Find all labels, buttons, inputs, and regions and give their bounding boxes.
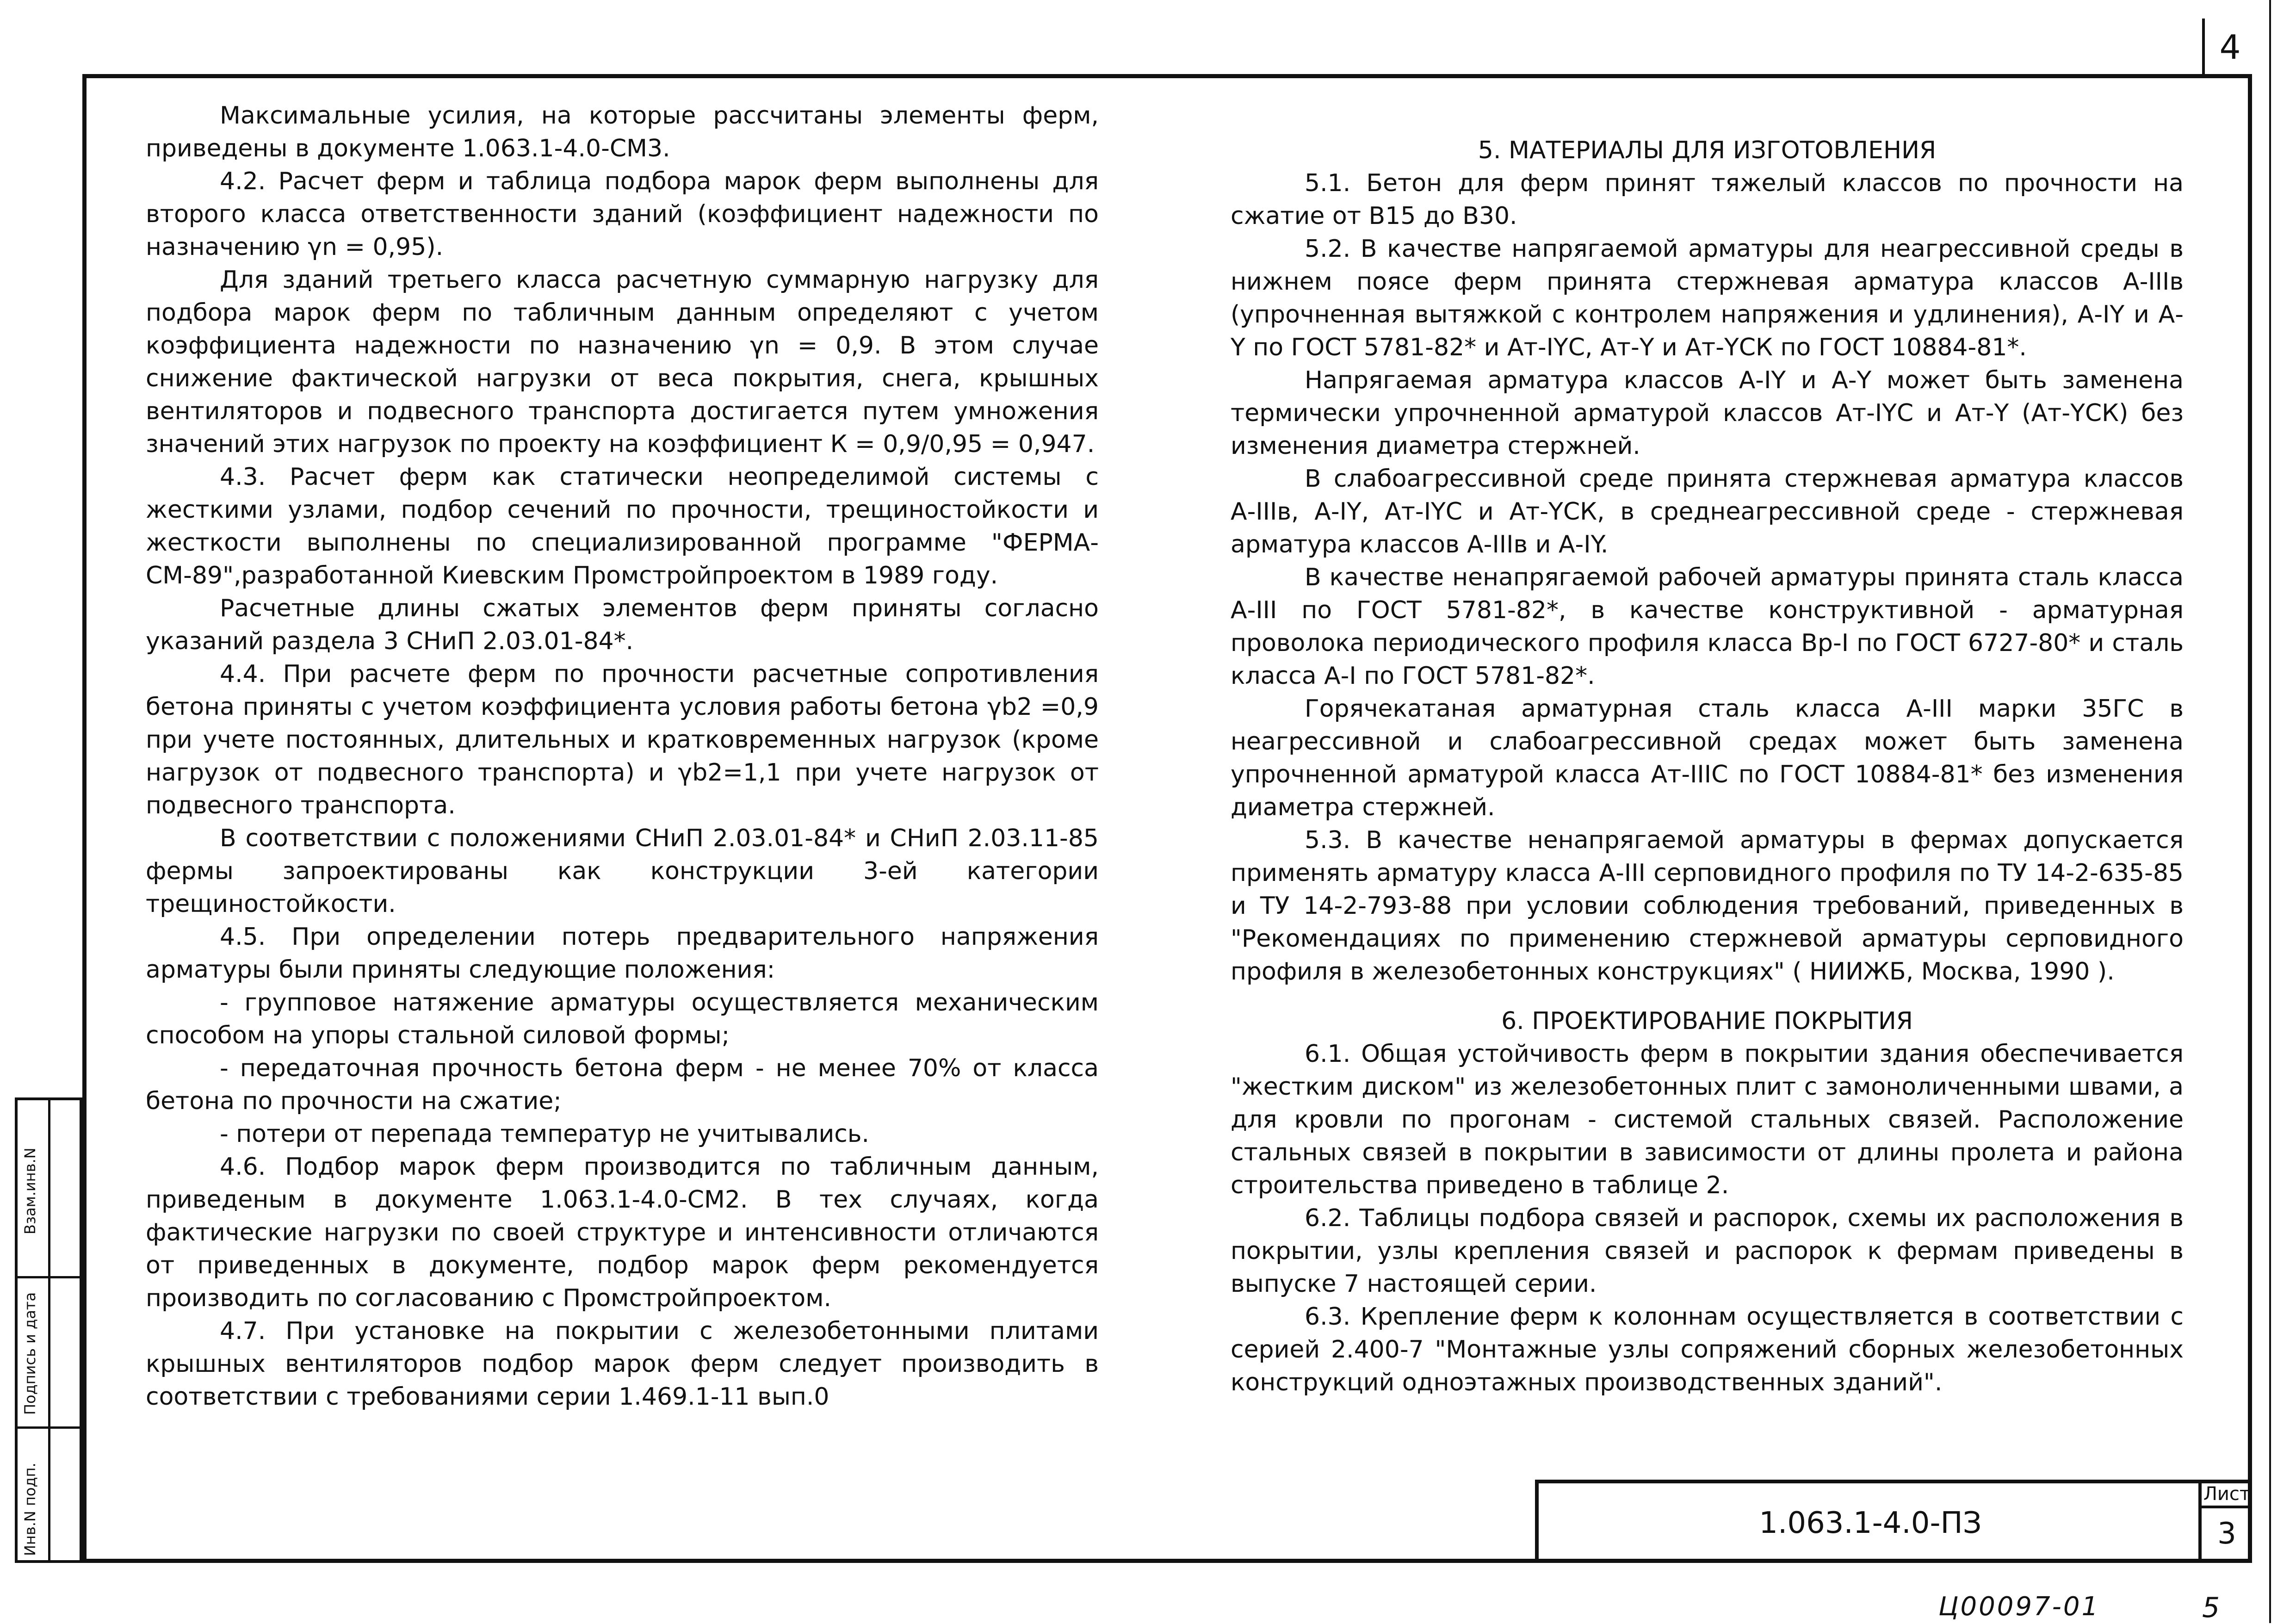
paragraph-6-2: 6.2. Таблицы подбора связей и распорок, схемы их расположения в покрытии, узлы крепления связей и распорок к фермам приведены в выпуске 7 настоящей серии. (1231, 1204, 2184, 1298)
section-heading-roof-design: 6. ПРОЕКТИРОВАНИЕ ПОКРЫТИЯ (1501, 1007, 1913, 1035)
paragraph-4-3: 4.3. Расчет ферм как статически неопределимой системы с жесткими узлами, подбор сечений по прочности, трещиностойкости и жесткости выполнены по специализированной программе "ФЕРМА-СМ-89",разработанной Киевским Промстройпроектом в 1989 году. (146, 463, 1099, 589)
paragraph: В качестве ненапрягаемой рабочей арматуры принята сталь класса А-III по ГОСТ 5781-82*, в качестве конструктивной - арматурная проволока периодического профиля класса Вр-I по ГОСТ 6727-80* и сталь класса А-I по ГОСТ 5781-82*. (1231, 564, 2184, 690)
paragraph-4-7: 4.7. При установке на покрытии с железобетонными плитами крышных вентиляторов подбор марок ферм следует производить в соответствии с требованиями серии 1.469.1-11 вып.0 (146, 1317, 1099, 1411)
sheet-label: Лист (2202, 1480, 2252, 1508)
paragraph: Для зданий третьего класса расчетную суммарную нагрузку для подбора марок ферм по табличным данным определяют с учетом коэффициента надежности по назначению γn = 0,9. В этом случае снижение фактической нагрузки от веса покрытия, снега, крышных вентиляторов и подвесного транспорта достигается путем умножения значений этих нагрузок по проекту на коэффициент К = 0,9/0,95 = 0,947. (146, 266, 1099, 458)
list-item: - передаточная прочность бетона ферм - не менее 70% от класса бетона по прочности на сжатие; (146, 1054, 1099, 1115)
document-code: 1.063.1-4.0-ПЗ (1759, 1506, 1982, 1540)
left-text-column (146, 99, 1099, 1413)
paragraph-5-3: 5.3. В качестве ненапрягаемой арматуры в фермах допускается применять арматуру класса А-III серповидного профиля по ТУ 14-2-635-85 и ТУ 14-2-793-88 при условии соблюдения требований, приведенных в "Рекомендациях по применению стержневой арматуры серповидного профиля в железобетонных конструкциях" ( НИИЖБ, Москва, 1990 ). (1231, 826, 2184, 986)
paragraph-4-6: 4.6. Подбор марок ферм производится по табличным данным, приведеным в документе 1.063.1-4.0-СМ2. В тех случаях, когда фактические нагрузки по своей структуре и интенсивности отличаются от приведенных в документе, подбор марок ферм рекомендуется производить по согласованию с Промстройпроектом. (146, 1153, 1099, 1312)
page-number: 5 (2202, 1592, 2220, 1624)
paragraph-4-5: 4.5. При определении потерь предварительного напряжения арматуры были приняты следующие положения: (146, 923, 1099, 984)
paragraph-6-3: 6.3. Крепление ферм к колоннам осуществляется в соответствии с серией 2.400-7 "Монтажные узлы сопряжений сборных железобетонных конструкций одноэтажных производственных зданий". (1231, 1303, 2184, 1396)
paragraph: Напрягаемая арматура классов А-IY и А-Y может быть заменена термически упрочненной арматурой классов Ат-IYС и Ат-Y (Ат-YСК) без изменения диаметра стержней. (1231, 366, 2184, 460)
list-item: - групповое натяжение арматуры осуществляется механическим способом на упоры стальной силовой формы; (146, 989, 1099, 1049)
paragraph-4-2: 4.2. Расчет ферм и таблица подбора марок ферм выполнены для второго класса ответственности зданий (коэффициент надежности по назначению γn = 0,95). (146, 167, 1099, 261)
paragraph-5-2: 5.2. В качестве напрягаемой арматуры для неагрессивной среды в нижнем поясе ферм принята стержневая арматура классов А-IIIв (упрочненная вытяжкой с контролем напряжения и удлинения), А-IY и А-Y по ГОСТ 5781-82* и Ат-IYС, Ат-Y и Ат-YСК по ГОСТ 10884-81*. (1231, 235, 2184, 361)
sheet-cell (2198, 1480, 2252, 1563)
paragraph: В соответствии с положениями СНиП 2.03.01-84* и СНиП 2.03.11-85 фермы запроектированы как конструкции 3-ей категории трещиностойкости. (146, 824, 1099, 918)
side-binding-strip (15, 1097, 82, 1563)
section-heading-materials: 5. МАТЕРИАЛЫ ДЛЯ ИЗГОТОВЛЕНИЯ (1478, 136, 1937, 164)
strip-label-signature-date: Подпись и дата (21, 1292, 39, 1415)
strip-label-inv-original: Инв.N подп. (21, 1463, 39, 1556)
strip-label-replacement-inv: Взам.инв.N (21, 1147, 39, 1234)
paragraph-4-4: 4.4. При расчете ферм по прочности расчетные сопротивления бетона приняты с учетом коэффициента условия работы бетона γb2 =0,9 при учете постоянных, длительных и кратковременных нагрузок (кроме нагрузок от подвесного транспорта) и γb2=1,1 при учете нагрузок от подвесного транспорта. (146, 660, 1099, 819)
paragraph: Расчетные длины сжатых элементов ферм приняты согласно указаний раздела 3 СНиП 2.03.01-84*. (146, 595, 1099, 655)
paragraph-5-1: 5.1. Бетон для ферм принят тяжелый классов по прочности на сжатие от В15 до В30. (1231, 169, 2184, 230)
corner-sheet-number: 4 (2202, 19, 2255, 76)
paragraph-6-1: 6.1. Общая устойчивость ферм в покрытии здания обеспечивается "жестким диском" из железобетонных плит с замоноличенными швами, а для кровли по прогонам - системой стальных связей. Расположение стальных связей в покрытии в зависимости от длины пролета и района строительства приведено в таблице 2. (1231, 1040, 2184, 1199)
outer-border-line (2269, 0, 2271, 1623)
title-block (1535, 1480, 2252, 1563)
sheet-number: 3 (2217, 1517, 2236, 1551)
paragraph: Горячекатаная арматурная сталь класса А-III марки 35ГС в неагрессивной и слабоагрессивной средах может быть заменена упрочненной арматурой класса Ат-IIIС по ГОСТ 10884-81* без изменения диаметра стержней. (1231, 695, 2184, 821)
right-text-column (1231, 134, 2184, 1399)
paragraph: В слабоагрессивной среде принята стержневая арматура классов А-IIIв, А-IY, Ат-IYС и Ат-YСК, в среднеагрессивной среде - стержневая арматура классов А-IIIв и А-IY. (1231, 465, 2184, 558)
paragraph: Максимальные усилия, на которые рассчитаны элементы ферм, приведены в документе 1.063.1-4.0-СМ3. (146, 102, 1099, 162)
archive-code: Ц00097-01 (1938, 1592, 2100, 1622)
strip-column-divider (48, 1100, 50, 1560)
list-item: - потери от перепада температур не учитывались. (220, 1120, 869, 1148)
